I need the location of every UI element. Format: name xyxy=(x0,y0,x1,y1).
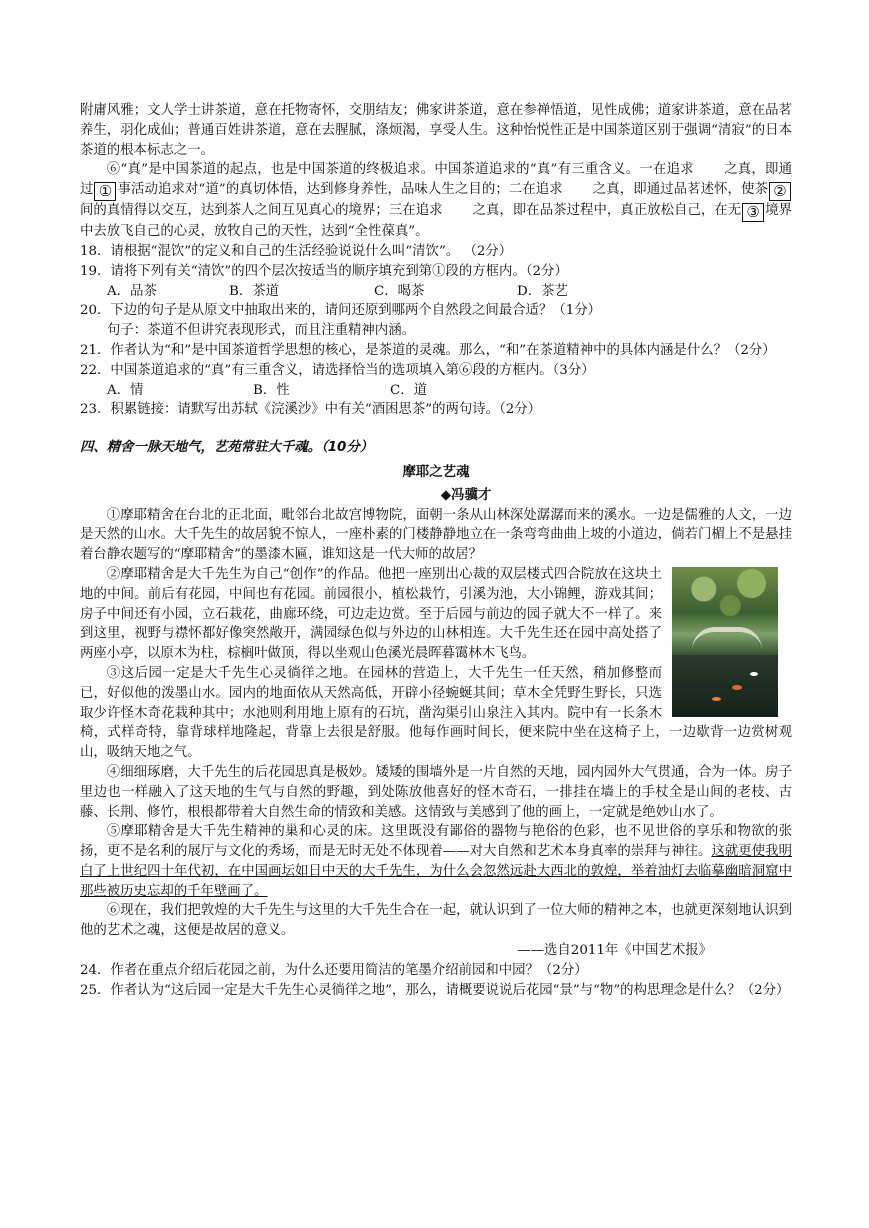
answer-box-1[interactable]: ① xyxy=(94,182,116,201)
article-paragraph-6: ⑥现在，我们把敦煌的大千先生与这里的大千先生合在一起，就认识到了一位大师的精神之本，也就更深刻地认识到他的艺术之魂，这便是故居的意义。 xyxy=(80,903,792,939)
option-a: A．情 xyxy=(107,382,144,398)
p6-text: 境界中去放飞自己的心灵，放牧自己的天性，达到“全性葆真”。 xyxy=(80,203,793,240)
article-paragraph-4: ④细细琢磨，大千先生的后花园思真是极妙。矮矮的围墙外是一片自然的天地，园内园外大气贯通，合为一体。房子里边也一样融入了这天地的生气与自然的野趣，到处陈放他喜好的怪木奇石，一排挂在墙上的手杖全是山间的老枝、古藤、长荆、修竹，根根都带着大自然生命的情致和美感。这情致与美感到了他的画上，一定就是绝妙山水了。 xyxy=(80,764,792,820)
garden-photo xyxy=(672,567,778,717)
p6-text: 之真，即通过品茗述怀，使茶 xyxy=(592,182,768,198)
article-paragraph-3: ③这后园一定是大千先生心灵徜徉之地。在园林的营造上，大千先生一任天然，稍加修整而已，好似他的泼墨山水。园内的地面依从天然高低，开辟小径蜿蜒其间；草木全凭野生野长，只选取少许怪木奇花栽种其中；水池则利用地上原有的石坑，凿沟渠引山泉注入其内。院中有一长条木椅，式样奇特，靠背球样地隆起，背靠上去很是舒服。他每作画时间长，便来院中坐在这椅子上，一边歇背一边赏树观山，吸纳天地之气。 xyxy=(80,665,792,761)
article-source: ——选自2011年《中国艺术报》 xyxy=(517,943,712,959)
question-20-sentence: 句子：茶道不但讲究表现形式，而且注重精神内涵。 xyxy=(107,323,415,339)
question-19-options xyxy=(80,282,792,302)
question-21: 21．作者认为“和”是中国茶道哲学思想的核心，是茶道的灵魂。那么，“和”在茶道精神中的具体内涵是什么？（2分） xyxy=(80,342,776,358)
question-20: 20．下边的句子是从原文中抽取出来的，请问还原到哪两个自然段之间最合适？（1分） xyxy=(80,303,602,319)
article-paragraph-1: ①摩耶精舍在台北的正北面，毗邻台北故宫博物院，面朝一条从山林深处潺潺而来的溪水。一边是儒雅的人文，一边是天然的山水。大千先生的故居貌不惊人，一座朴素的门楼静静地立在一条弯弯曲曲上坡的小道边，倘若门楣上不是悬挂着台静农题写的“摩耶精舍”的墨漆木匾，谁知这是一代大师的故居？ xyxy=(80,507,792,563)
question-24: 24．作者在重点介绍后花园之前，为什么还要用简洁的笔墨介绍前园和中园？（2分） xyxy=(80,962,588,978)
p5-text: ⑤摩耶精舍是大千先生精神的巢和心灵的床。这里既没有鄙俗的器物与艳俗的色彩，也不见世俗的享乐和物欲的张扬，更不是名利的展厅与文化的秀场，而是无时无处不体现着——对大自然和艺术本身真率的崇拜与神往。 xyxy=(80,824,792,860)
article-paragraph-5 xyxy=(80,822,792,901)
p6-text: 间的真情得以交互，达到茶人之间互见真心的境界；三在追求 xyxy=(80,203,443,219)
option-b: B．性 xyxy=(253,382,290,398)
question-18: 18．请根据“混饮”的定义和自己的生活经验说说什么叫“清饮”。 （2分） xyxy=(80,243,513,259)
question-23: 23．积累链接：请默写出苏轼《浣溪沙》中有关“酒困思茶”的两句诗。（2分） xyxy=(80,402,542,418)
article-author: ◆冯骥才 xyxy=(440,487,492,503)
paragraph-6 xyxy=(80,160,792,242)
section-4-title: 四、精舍一脉天地气，艺苑常驻大千魂。（10分） xyxy=(80,440,374,456)
question-22: 22．中国茶道追求的“真”有三重含义，请选择恰当的选项填入第⑥段的方框内。（3分） xyxy=(80,362,595,378)
p6-text: ⑥“真”是中国茶道的起点，也是中国茶道的终极追求。中国茶道追求的“真”有三重含义。一在追求 xyxy=(106,162,694,178)
p5-underlined-sentence: 这就更使我明白了上世纪四十年代初，在中国画坛如日中天的大千先生，为什么会忽然远赴大西北的敦煌，举着油灯去临摹幽暗洞窟中那些被历史忘却的千年壁画了。 xyxy=(80,844,793,899)
answer-box-3[interactable]: ③ xyxy=(742,203,764,222)
option-c: C．喝茶 xyxy=(374,283,425,299)
paragraph-continuation: 附庸风雅；文人学士讲茶道，意在托物寄怀，交朋结友；佛家讲茶道，意在参禅悟道，见性成佛；道家讲茶道，意在品茗养生，羽化成仙；普通百姓讲茶道，意在去腥腻，涤烦渴，享受人生。这种怡悦性正是中国茶道区别于强调“清寂”的日本茶道的根本标志之一。 xyxy=(80,103,792,158)
question-19: 19．请将下列有关“清饮”的四个层次按适当的顺序填充到第①段的方框内。（2分） xyxy=(80,263,568,279)
article-paragraph-2: ②摩耶精舍是大千先生为自己“创作”的作品。他把一座别出心裁的双层楼式四合院放在这块土地的中间。前后有花园，中间也有花园。前园很小，植松栽竹，引溪为池，大小锦鲤，游戏其间；房子中间还有小园，立石栽花，曲廊环绕，可边走边赏。至于后园与前边的园子就大不一样了。来到这里，视野与襟怀都好像突然敞开，满园绿色似与外边的山林相连。大千先生还在园中高处搭了两座小亭，以原木为柱，棕榈叶做顶，得以坐观山色溪光晨晖暮霭林木飞鸟。 xyxy=(80,566,662,662)
article-title: 摩耶之艺魂 xyxy=(402,464,470,480)
document-page xyxy=(80,101,792,1000)
p6-text: 之真，即在品茶过程中，真正放松自己，在无 xyxy=(472,203,742,219)
question-25: 25．作者认为“这后园一定是大千先生心灵徜徉之地”，那么，请概要说说后花园“景”与“物”的构思理念是什么？（2分） xyxy=(80,982,790,998)
option-c: C．道 xyxy=(390,382,428,398)
option-b: B．茶道 xyxy=(229,283,280,299)
p6-text: 事活动追求对“道”的真切体悟，达到修身养性，品味人生之目的；二在追求 xyxy=(117,182,563,198)
question-22-options xyxy=(80,381,792,401)
option-a: A．品茶 xyxy=(107,283,157,299)
option-d: D．茶艺 xyxy=(517,283,568,299)
answer-box-2[interactable]: ② xyxy=(769,182,791,201)
p6-text: 之真，即通过 xyxy=(80,162,792,198)
